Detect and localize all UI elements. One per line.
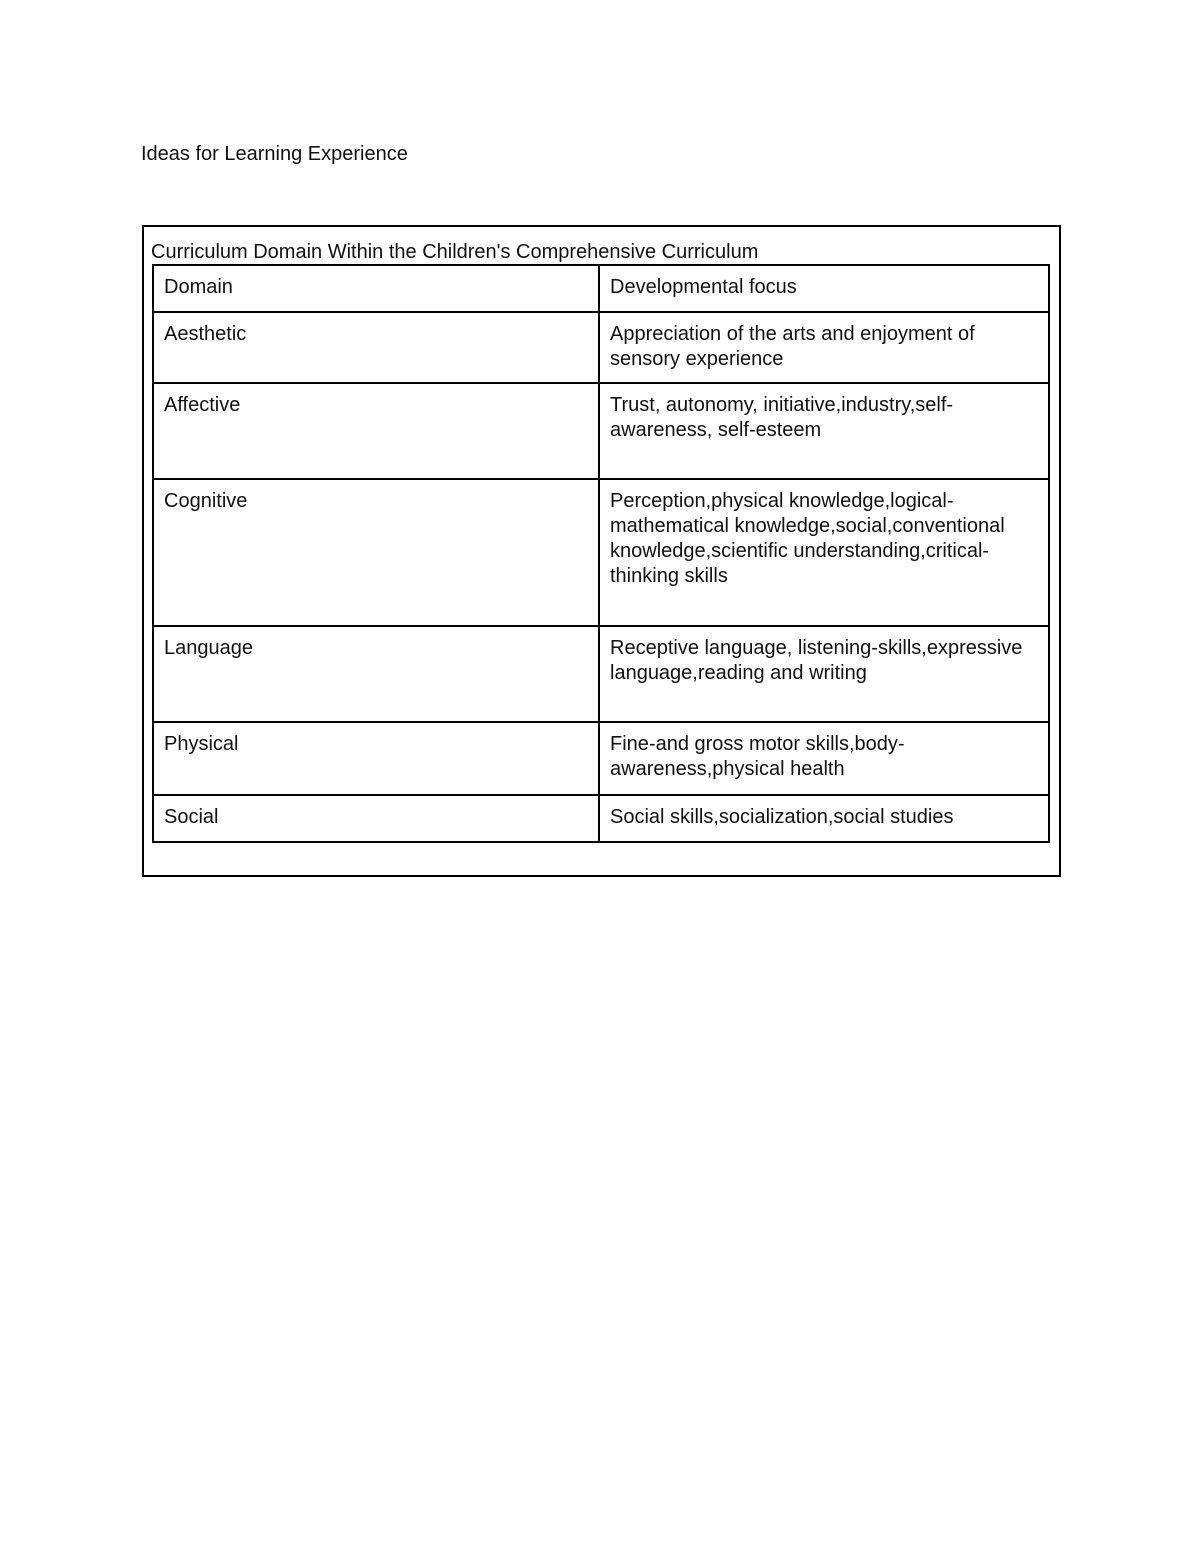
domain-cell: Affective [153,383,599,479]
table-caption: Curriculum Domain Within the Children's Comprehensive Curriculum [151,241,759,263]
domain-cell: Cognitive [153,479,599,626]
table-row [153,722,1049,795]
table-header-row [153,265,1049,312]
focus-cell: Receptive language, listening-skills,expressive language,reading and writing [599,626,1049,722]
table-row [153,479,1049,626]
table-frame [142,225,1061,877]
header-developmental-focus: Developmental focus [599,265,1049,312]
domain-cell: Aesthetic [153,312,599,383]
focus-cell: Appreciation of the arts and enjoyment of sensory experience [599,312,1049,383]
focus-cell: Social skills,socialization,social studies [599,795,1049,842]
table-row [153,626,1049,722]
table-row [153,312,1049,383]
curriculum-domain-table [152,264,1050,843]
focus-cell: Fine-and gross motor skills,body-awareness,physical health [599,722,1049,795]
focus-cell: Perception,physical knowledge,logical-mathematical knowledge,social,conventional knowledge,scientific understanding,critical-thinking skills [599,479,1049,626]
domain-cell: Language [153,626,599,722]
domain-cell: Social [153,795,599,842]
header-domain: Domain [153,265,599,312]
table-row [153,383,1049,479]
table-row [153,795,1049,842]
focus-cell: Trust, autonomy, initiative,industry,self-awareness, self-esteem [599,383,1049,479]
domain-cell: Physical [153,722,599,795]
document-title: Ideas for Learning Experience [141,143,408,165]
